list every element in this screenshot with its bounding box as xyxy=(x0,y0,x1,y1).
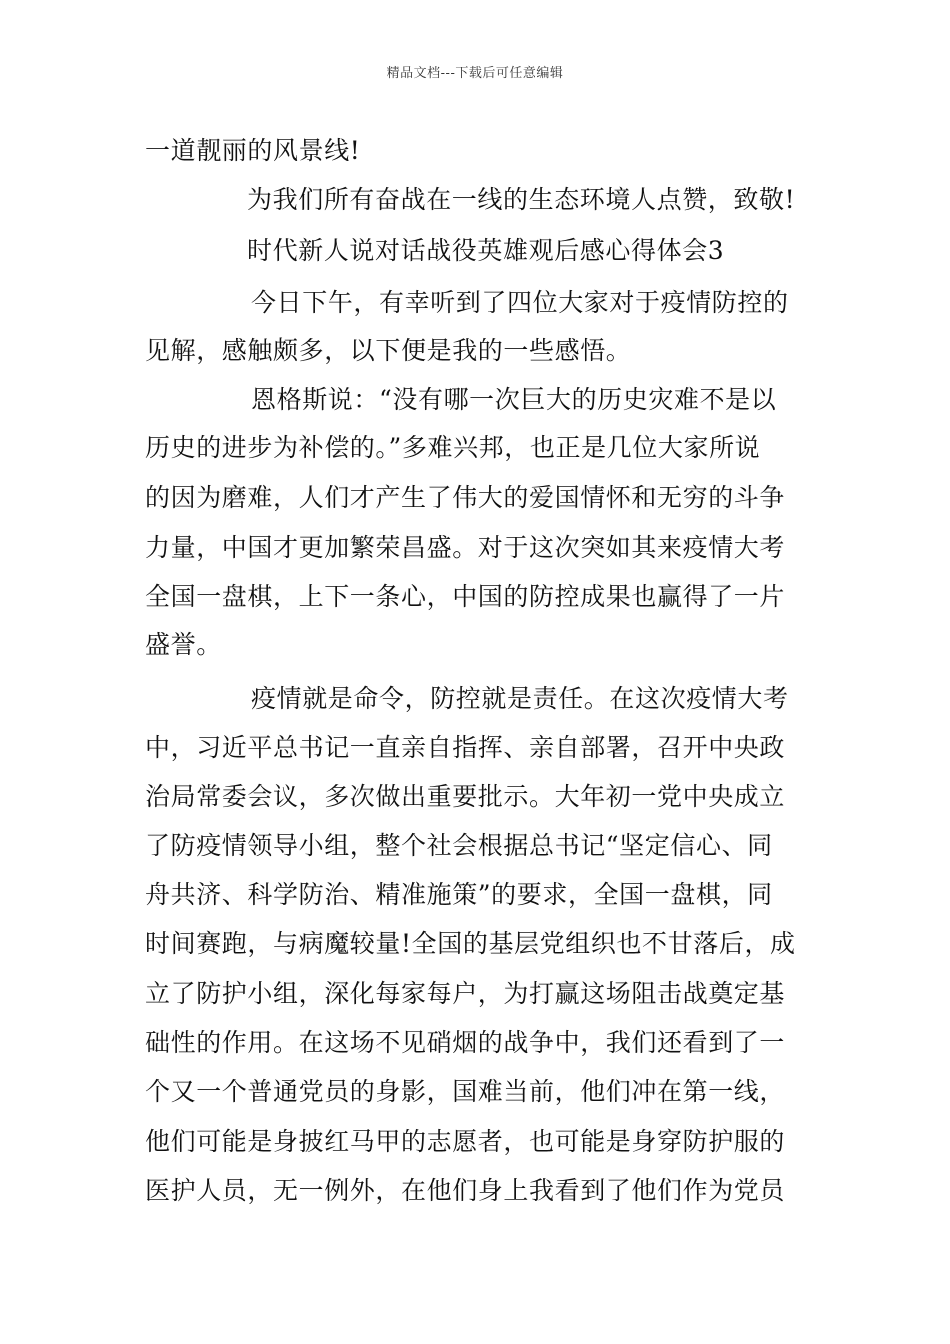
text-line: 为我们所有奋战在一线的生态环境人点赞，致敬! xyxy=(247,185,796,214)
text-line: 医护人员，无一例外，在他们身上我看到了他们作为党员 xyxy=(145,1176,786,1205)
text-line: 盛誉。 xyxy=(145,630,222,659)
text-line: 舟共济、科学防治、精准施策”的要求，全国一盘棋，同 xyxy=(145,880,773,909)
text-line: 力量，中国才更加繁荣昌盛。对于这次突如其来疫情大考 xyxy=(145,533,786,562)
text-line: 立了防护小组，深化每家每户，为打赢这场阻击战奠定基 xyxy=(145,979,786,1008)
text-line: 见解，感触颇多，以下便是我的一些感悟。 xyxy=(145,336,632,365)
page-header: 精品文档---下载后可任意编辑 xyxy=(386,66,564,81)
text-line: 历史的进步为补偿的。”多难兴邦，也正是几位大家所说 xyxy=(145,433,761,462)
text-line: 一道靓丽的风景线! xyxy=(145,136,361,165)
text-line: 时代新人说对话战役英雄观后感心得体会3 xyxy=(247,236,725,265)
text-line: 治局常委会议，多次做出重要批示。大年初一党中央成立 xyxy=(145,782,786,811)
text-line: 础性的作用。在这场不见硝烟的战争中，我们还看到了一 xyxy=(145,1028,786,1057)
text-line: 中，习近平总书记一直亲自指挥、亲自部署，召开中央政 xyxy=(145,733,786,762)
text-line: 他们可能是身披红马甲的志愿者，也可能是身穿防护服的 xyxy=(145,1127,786,1156)
text-line: 时间赛跑，与病魔较量!全国的基层党组织也不甘落后，成 xyxy=(145,929,796,958)
text-line: 全国一盘棋，上下一条心，中国的防控成果也赢得了一片 xyxy=(145,582,786,611)
text-line: 个又一个普通党员的身影，国难当前，他们冲在第一线， xyxy=(145,1077,786,1106)
text-line: 疫情就是命令，防控就是责任。在这次疫情大考 xyxy=(251,684,789,713)
text-line: 的因为磨难，人们才产生了伟大的爱国情怀和无穷的斗争 xyxy=(145,483,786,512)
text-line: 恩格斯说：“没有哪一次巨大的历史灾难不是以 xyxy=(251,385,777,414)
text-line: 了防疫情领导小组，整个社会根据总书记“坚定信心、同 xyxy=(145,831,773,860)
text-line: 今日下午，有幸听到了四位大家对于疫情防控的 xyxy=(251,288,789,317)
